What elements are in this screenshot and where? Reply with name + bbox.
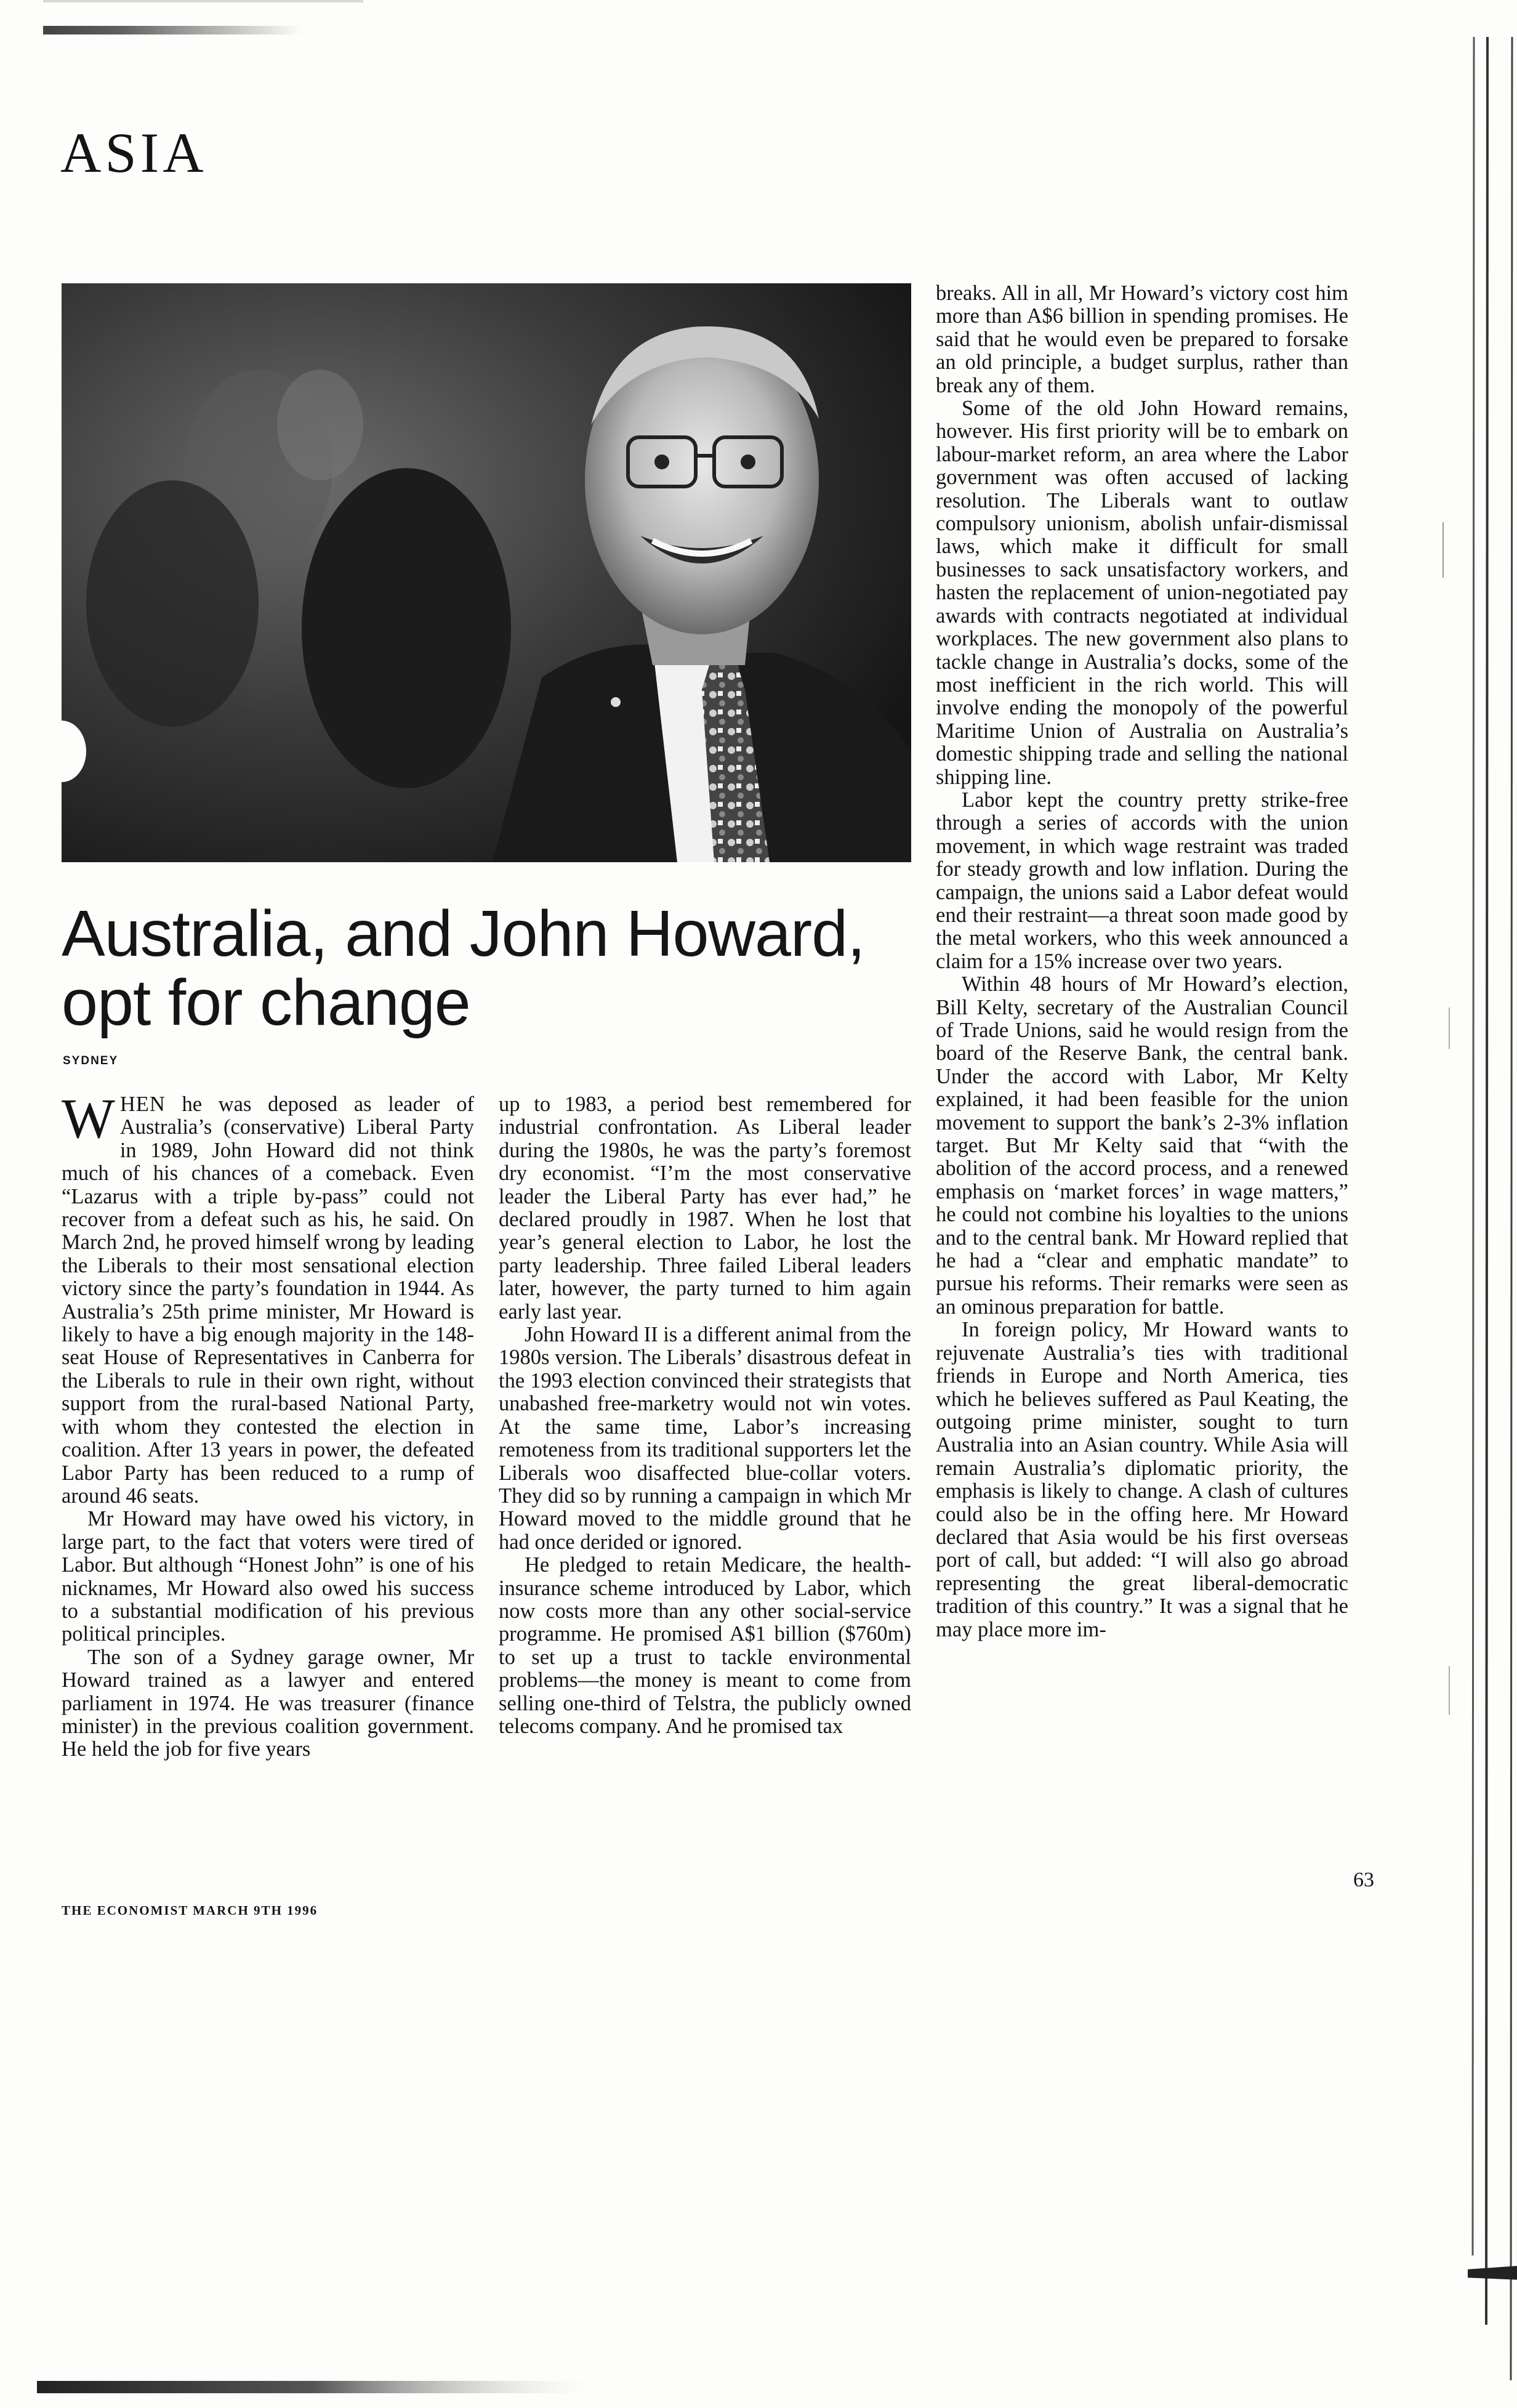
publication-footer: THE ECONOMIST MARCH 9TH 1996 xyxy=(62,1903,318,1918)
lead-smallcaps: HEN xyxy=(119,1093,166,1116)
section-label: ASIA xyxy=(60,121,207,184)
article-column-3 xyxy=(936,282,1348,1641)
article-paragraph: Within 48 hours of Mr Howard’s election, Bill Kelty, secretary of the Australian Council of Trade Unions, said he would resign from the board of the Reserve Bank, the central bank. Under the accord with Labor, Mr Kelty explained, it had been feasible for the union movement to support the bank’s 2-3% inflation target. But Mr Kelty said that “with the abolition of the accord process, and a renewed emphasis on ‘market forces’ in wage matters,” he could not combine his loyalties to the unions and to the central bank. Mr Howard replied that he had a “clear and emphatic mandate” to pursue his reforms. Their remarks were seen as an ominous preparation for battle. xyxy=(936,972,1348,1319)
article-paragraph: Mr Howard may have owed his victory, in large part, to the fact that voters were tired of Labor. But although “Honest John” is one of his nicknames, Mr Howard also owed his success to a substantial modification of his previous political principles. xyxy=(62,1507,474,1646)
article-photo xyxy=(62,283,911,862)
article-paragraph xyxy=(62,1087,474,1508)
article-paragraph: breaks. All in all, Mr Howard’s victory cost him more than A$6 billion in spending promises. He said that he would even be prepared to forsake an old principle, a budget surplus, rather than break any of them. xyxy=(936,281,1348,397)
paragraph-text: he was deposed as leader of Australia’s (conservative) Liberal Party in 1989, John Howard did not think much of his chances of a comeback. Even “Lazarus with a triple by-pass” could not recover from a defeat such as his, he said. On March 2nd, he proved himself wrong by leading the Liberals to their most sensational election victory since the party’s foundation in 1944. As Australia’s 25th prime minister, Mr Howard is likely to have a big enough majority in the 148-seat House of Representatives in Canberra for the Liberals to rule in their own right, without support from the rural-based National Party, with whom they contested the election in coalition. After 13 years in power, the defeated Labor Party has been reduced to a rump of around 46 seats. xyxy=(62,1093,474,1508)
dateline: SYDNEY xyxy=(63,1054,119,1067)
scan-smudge-bottom xyxy=(37,2376,591,2401)
article-paragraph: He pledged to retain Medicare, the health-insurance scheme introduced by Labor, which now costs more than any other social-service programme. He promised A$1 billion ($760m) to set up a trust to tackle environmental problems—the money is meant to come from selling one-third of Telstra, the publicly owned telecoms company. And he promised tax xyxy=(499,1553,911,1738)
article-paragraph: Labor kept the country pretty strike-free through a series of accords with the union movement, in which wage restraint was traded for steady growth and low inflation. During the campaign, the unions said a Labor defeat would end their restraint—a threat soon made good by the metal workers, who this week announced a claim for a 15% increase over two years. xyxy=(936,788,1348,973)
headline: Australia, and John Howard, opt for change xyxy=(62,897,865,1039)
drop-cap: W xyxy=(62,1087,115,1150)
article-column-1 xyxy=(62,1087,474,1761)
article-column-2 xyxy=(499,1093,911,1738)
article-paragraph: The son of a Sydney garage owner, Mr Howard trained as a lawyer and entered parliament in 1974. He was treasurer (finance minister) in the previous coalition government. He held the job for five years xyxy=(62,1645,474,1761)
portrait-image xyxy=(62,283,911,862)
article-paragraph: In foreign policy, Mr Howard wants to rejuvenate Australia’s ties with traditional friends in Europe and North America, ties which he believes suffered as Paul Keating, the outgoing prime minister, sought to turn Australia into an Asian country. While Asia will remain Australia’s diplomatic priority, the emphasis is likely to change. A clash of cultures could also be in the offing here. Mr Howard declared that Asia would be his first overseas port of call, but added: “I will also go abroad representing the great liberal-democratic tradition of this country.” It was a signal that he may place more im- xyxy=(936,1318,1348,1641)
article-paragraph: Some of the old John Howard remains, however. His first priority will be to embark on labour-market reform, an area where the Labor government was often accused of lacking resolution. The Liberals want to outlaw compulsory unionism, abolish unfair-dismissal laws, which make it difficult for small businesses to sack unsatisfactory workers, and hasten the replacement of union-negotiated pay awards with contracts negotiated at individual workplaces. The new government also plans to tackle change in Australia’s docks, some of the most inefficient in the rich world. This will involve ending the monopoly of the powerful Maritime Union of Australia on Australia’s domestic shipping trade and selling the national shipping line. xyxy=(936,397,1348,789)
article-paragraph: up to 1983, a period best remembered for industrial confrontation. As Liberal leader during the 1980s, he was the party’s foremost dry economist. “I’m the most conservative leader the Liberal Party has ever had,” he declared proudly in 1987. When he lost that year’s general election to Labor, he lost the party leadership. Three failed Liberal leaders later, however, the party turned to him again early last year. xyxy=(499,1093,911,1323)
scan-edge-top xyxy=(43,0,363,2)
page-number: 63 xyxy=(1353,1869,1374,1891)
scan-edge-right xyxy=(1431,37,1517,2408)
article-paragraph: John Howard II is a different animal from the 1980s version. The Liberals’ disastrous defeat in the 1993 election convinced their strategists that unabashed free-marketry would not win votes. At the same time, Labor’s increasing remoteness from its traditional supporters let the Liberals woo disaffected blue-collar voters. They did so by running a campaign in which Mr Howard moved to the middle ground that he had once derided or ignored. xyxy=(499,1323,911,1554)
scan-smudge-top xyxy=(43,26,302,34)
